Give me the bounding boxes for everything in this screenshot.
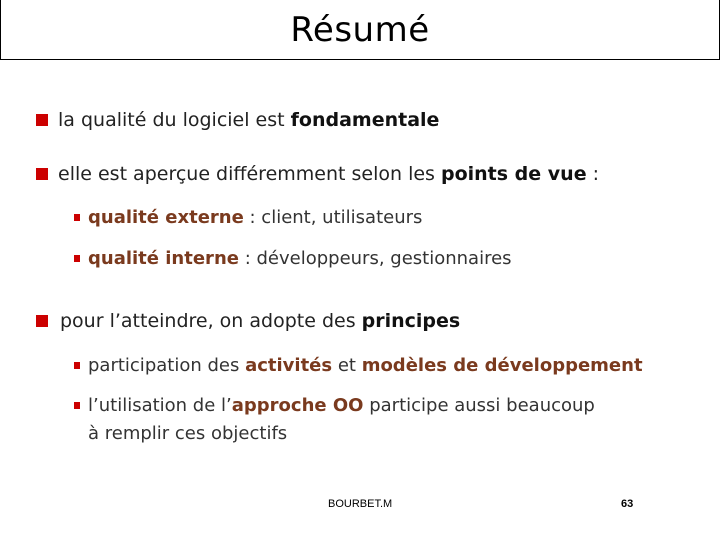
footer-page-number: 63 — [621, 498, 634, 510]
bullet-3-emphasis: principes — [361, 310, 461, 332]
bullet-square-icon — [36, 315, 48, 327]
bullet-1-text: la qualité du logiciel est — [58, 109, 291, 131]
bullet-2 — [58, 163, 599, 185]
sub-bullet-3-emphasis-1: activités — [245, 355, 333, 376]
sub-bullet-1 — [88, 207, 422, 228]
sub-bullet-2-emphasis: qualité interne — [88, 248, 239, 269]
bullet-3 — [60, 310, 460, 332]
bullet-2-suffix: : — [586, 163, 600, 185]
bullet-square-icon — [36, 168, 48, 180]
sub-bullet-3-mid: et — [332, 355, 362, 376]
sub-bullet-icon — [74, 255, 80, 262]
title-bar — [0, 0, 720, 60]
sub-bullet-2 — [88, 248, 512, 269]
footer-author: BOURBET.M — [328, 498, 393, 510]
sub-bullet-icon — [74, 362, 80, 369]
sub-bullet-2-text: : développeurs, gestionnaires — [238, 248, 512, 269]
bullet-1 — [58, 109, 439, 131]
sub-bullet-4-emphasis: approche OO — [231, 395, 364, 416]
bullet-2-text: elle est aperçue différemment selon les — [58, 163, 441, 185]
sub-bullet-4-continuation: à remplir ces objectifs — [88, 423, 288, 444]
sub-bullet-4-text: l’utilisation de l’ — [88, 395, 232, 416]
bullet-2-emphasis: points de vue — [440, 163, 587, 185]
sub-bullet-4-mid: participe aussi beaucoup — [363, 395, 595, 416]
sub-bullet-icon — [74, 402, 80, 409]
bullet-3-text: pour l’atteindre, on adopte des — [60, 310, 362, 332]
sub-bullet-3 — [88, 355, 643, 376]
sub-bullet-3-text: participation des — [88, 355, 246, 376]
sub-bullet-3-emphasis-2: modèles de développement — [361, 355, 643, 376]
sub-bullet-1-emphasis: qualité externe — [88, 207, 244, 228]
sub-bullet-4 — [88, 395, 595, 416]
slide-title: Résumé — [290, 9, 430, 50]
sub-bullet-1-text: : client, utilisateurs — [243, 207, 423, 228]
sub-bullet-icon — [74, 214, 80, 221]
bullet-1-emphasis: fondamentale — [290, 109, 440, 131]
bullet-square-icon — [36, 114, 48, 126]
